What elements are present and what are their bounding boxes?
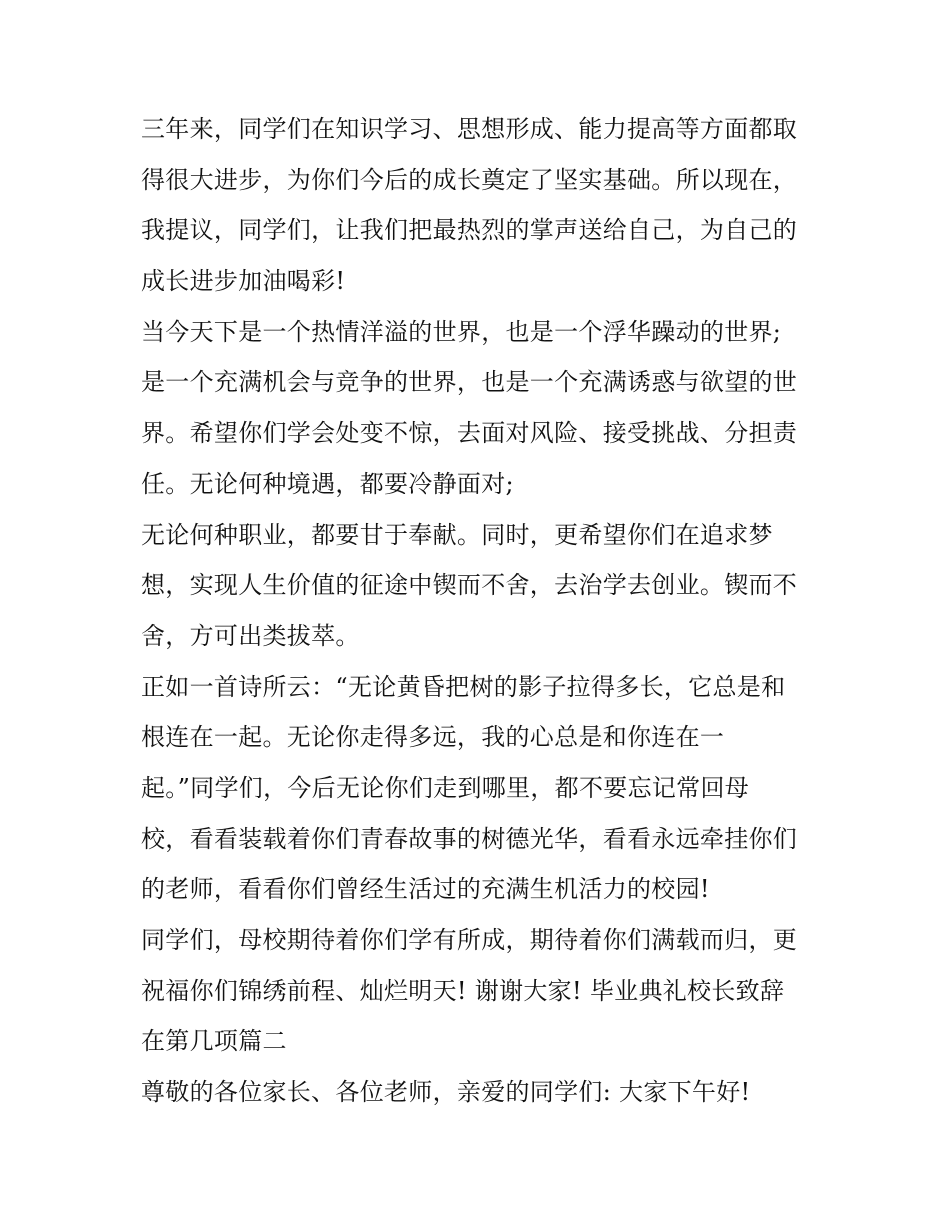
text-line: 无论何种职业，都要甘于奉献。同时，更希望你们在追求梦	[141, 520, 773, 549]
text-line: 同学们，母校期待着你们学有所成，期待着你们满载而归，更	[141, 926, 798, 954]
text-line: 舍，方可出类拔萃。	[141, 621, 360, 650]
text-line: 起。”同学们，今后无论你们走到哪里，都不要忘记常回母	[141, 773, 750, 802]
text-line: 想，实现人生价值的征途中锲而不舍，去治学去创业。锲而不	[141, 571, 798, 600]
text-line: 我提议，同学们，让我们把最热烈的掌声送给自己，为自己的	[141, 216, 798, 245]
text-line: 尊敬的各位家长、各位老师，亲爱的同学们: 大家下午好!	[141, 1078, 751, 1107]
section-heading: 在第几项篇二	[141, 1027, 287, 1056]
text-line: 界。希望你们学会处变不惊，去面对风险、接受挑战、分担责	[141, 419, 798, 448]
document-body	[141, 104, 821, 1118]
text-line: 是一个充满机会与竞争的世界，也是一个充满诱惑与欲望的世	[141, 368, 798, 397]
text-line: 三年来，同学们在知识学习、思想形成、能力提高等方面都取	[141, 115, 798, 143]
text-line: 祝福你们锦绣前程、灿烂明天! 谢谢大家! 毕业典礼校长致辞	[141, 976, 785, 1005]
text-line: 根连在一起。无论你走得多远，我的心总是和你连在一	[141, 723, 725, 752]
text-line: 的老师，看看你们曾经生活过的充满生机活力的校园!	[141, 875, 710, 904]
text-line: 成长进步加油喝彩!	[141, 267, 346, 296]
text-line: 校，看看装载着你们青春故事的树德光华，看看永远牵挂你们	[141, 824, 798, 853]
text-line: 得很大进步，为你们今后的成长奠定了坚实基础。所以现在，	[141, 165, 798, 194]
text-line: 正如一首诗所云：“无论黄昏把树的影子拉得多长，它总是和	[141, 672, 786, 701]
text-line: 任。无论何种境遇，都要冷静面对;	[141, 469, 514, 498]
text-line: 当今天下是一个热情洋溢的世界，也是一个浮华躁动的世界;	[141, 317, 782, 346]
